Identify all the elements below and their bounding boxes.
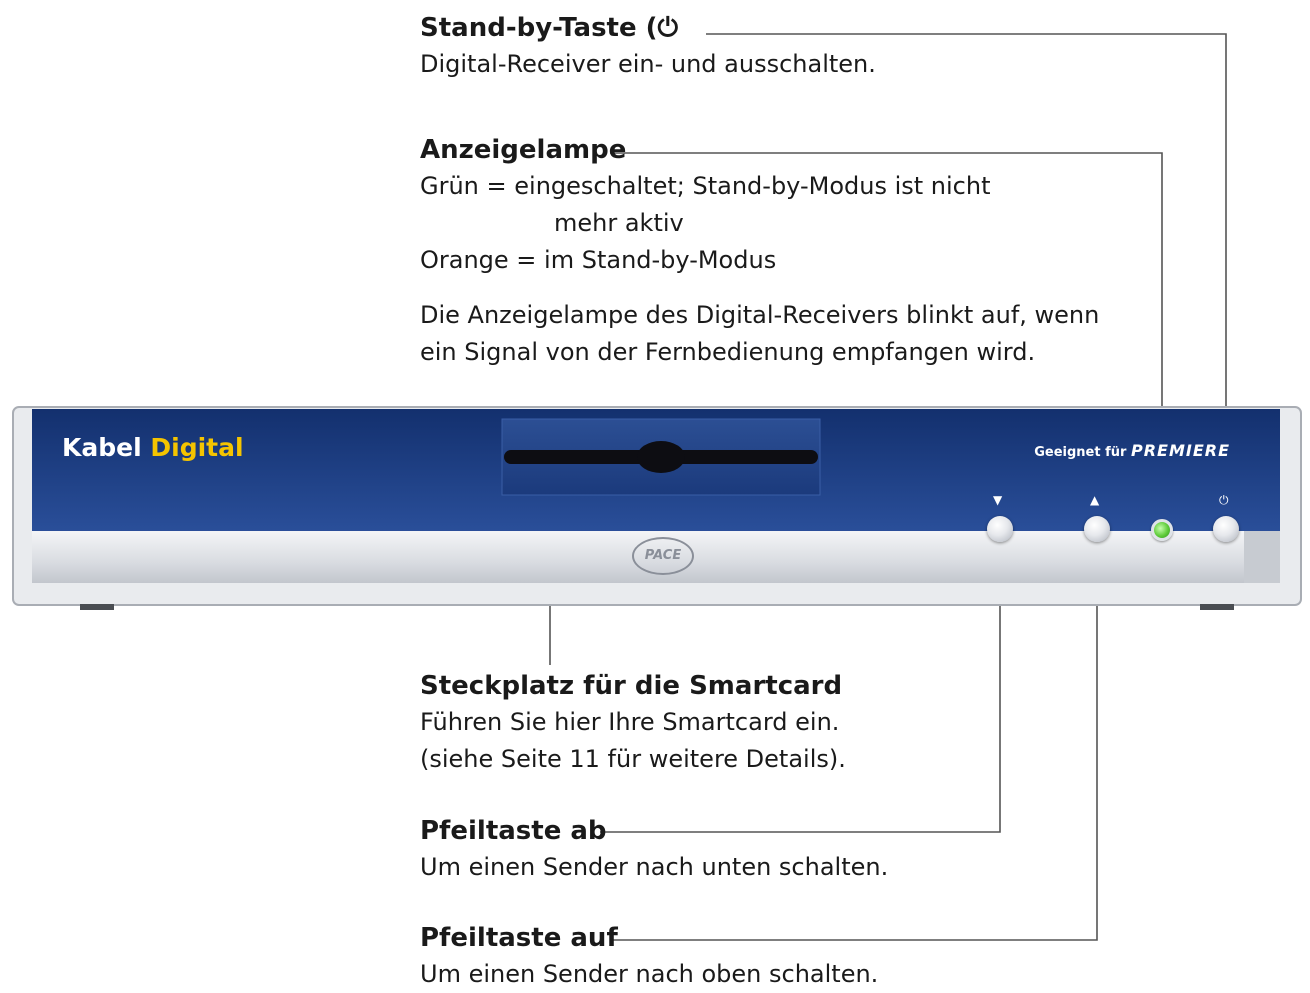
receiver-front-panel [12,405,1302,610]
arrow-up-text: Um einen Sender nach oben schalten. [420,960,879,988]
callout-standby [420,10,876,83]
premiere-badge: Geeignet für PREMIERE [1034,441,1230,460]
smartcard-text-cont: (siehe Seite 11 für weitere Details). [420,745,846,773]
up-arrow-icon: ▲ [1090,493,1100,507]
lamp-title: Anzeigelampe [420,135,627,165]
brand-logo: Kabel Digital [62,433,244,462]
standby-title: Stand-by-Taste (⏻ [420,13,679,43]
lamp-green-text: Grün = eingeschaltet; Stand-by-Modus ist nicht [420,172,991,200]
standby-button[interactable] [1213,516,1239,542]
foot-left [80,604,114,610]
arrow-up-title: Pfeiltaste auf [420,923,618,953]
down-arrow-icon: ▼ [993,493,1003,507]
power-icon: ⏻ [657,13,679,43]
indicator-lamp [1151,519,1173,541]
smartcard-title: Steckplatz für die Smartcard [420,671,843,701]
arrow-up-button[interactable] [1084,516,1110,542]
lamp-blink-text: Die Anzeigelampe des Digital-Receivers blinkt auf, wenn [420,301,1100,329]
callout-smartcard [420,668,846,778]
callout-arrow-down [420,813,888,886]
arrow-down-title: Pfeiltaste ab [420,816,607,846]
callout-arrow-up [420,920,878,993]
power-icon: ⏻ [1219,493,1229,507]
premiere-logo: PREMIERE [1130,441,1230,460]
arrow-down-text: Um einen Sender nach unten schalten. [420,853,889,881]
lamp-green-text-cont: mehr aktiv [554,209,684,237]
foot-right [1200,604,1234,610]
standby-text: Digital-Receiver ein- und ausschalten. [420,50,876,78]
lamp-orange-text: Orange = im Stand-by-Modus [420,246,777,274]
arrow-down-button[interactable] [987,516,1013,542]
pace-logo: PACE [632,537,694,575]
callout-lamp [420,132,1099,371]
lamp-blink-text-cont: ein Signal von der Fernbedienung empfangen wird. [420,338,1036,366]
smartcard-text: Führen Sie hier Ihre Smartcard ein. [420,708,840,736]
